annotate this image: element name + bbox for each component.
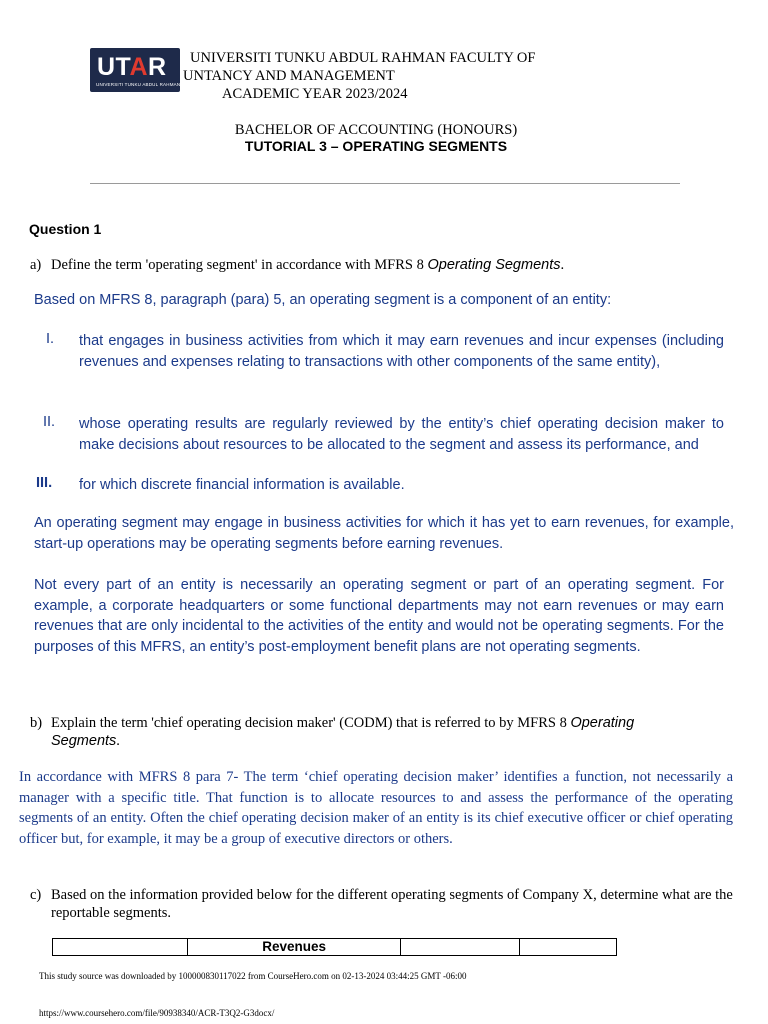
point-1-num: I. [46, 331, 55, 347]
table-cell [53, 939, 188, 956]
table-row [53, 939, 617, 956]
tutorial-title: TUTORIAL 3 – OPERATING SEGMENTS [244, 138, 508, 154]
segments-table [52, 938, 617, 956]
source-url-link[interactable]: https://www.coursehero.com/file/90938340/ACR-T3Q2-G3docx/ [39, 1008, 275, 1018]
table-cell [520, 939, 617, 956]
logo-subtext: UNIVERSITI TUNKU ABDUL RAHMAN [96, 82, 180, 87]
answer-a-intro: Based on MFRS 8, paragraph (para) 5, an operating segment is a component of an entity: [34, 292, 612, 308]
logo-mark: UTAR [97, 53, 167, 81]
question-a-italic: Operating Segments [427, 257, 561, 273]
question-1-title: Question 1 [29, 221, 102, 237]
answer-a-para-1: An operating segment may engage in business activities for which it has yet to earn revenues, for example, start-up operations may be operating segments before earning revenues. [34, 515, 734, 552]
header-line-2: UNTANCY AND MANAGEMENT [183, 68, 395, 84]
programme-title: BACHELOR OF ACCOUNTING (HONOURS) [234, 122, 518, 138]
university-logo [90, 48, 180, 92]
question-a-text: Define the term 'operating segment' in accordance with MFRS 8 [51, 257, 428, 273]
answer-a-para-2: Not every part of an entity is necessarily an operating segment or part of an operating segment. For example, a corporate headquarters or some functional departments may not earn revenues or may earn revenues that are only incidental to the activities of the entity and would not be operating segments. For the purposes of this MFRS, an entity’s post-employment benefit plans are not operating segments. [34, 577, 724, 655]
table-cell-revenues: Revenues [188, 939, 400, 956]
academic-year: ACADEMIC YEAR 2023/2024 [222, 86, 408, 102]
point-2-num: II. [43, 414, 56, 430]
question-b-text: Explain the term 'chief operating decision maker' (CODM) that is referred to by MFRS 8 [51, 715, 571, 731]
point-3-text: for which discrete financial information is available. [79, 477, 405, 493]
table-cell [400, 939, 520, 956]
point-1-text: that engages in business activities from which it may earn revenues and incur expenses (including revenues and expenses relating to transactions with other components of the same entity), [79, 333, 724, 370]
question-c-text: Based on the information provided below for the different operating segments of Company X, determine what are the reportable segments. [51, 887, 733, 921]
header-line-1: UNIVERSITI TUNKU ABDUL RAHMAN FACULTY OF [190, 50, 536, 66]
download-note: This study source was downloaded by 100000830117022 from CourseHero.com on 02-13-2024 03:44:25 GMT -06:00 [39, 971, 467, 981]
question-b-italic: Operating Segments [51, 715, 635, 749]
answer-b: In accordance with MFRS 8 para 7- The term ‘chief operating decision maker’ identifies a function, not necessarily a manager with a specific title. That function is to allocate resources to and assess the performance of the operating segments of an entity. Often the chief operating decision maker of an entity is its chief executive officer or chief operating officer but, for example, it may be a group of executive directors or others. [19, 769, 733, 847]
point-2-text: whose operating results are regularly reviewed by the entity’s chief operating decision maker to make decisions about resources to be allocated to the segment and assess its performance, and [79, 416, 724, 453]
question-a-label: a) [30, 257, 42, 273]
question-c-label: c) [30, 887, 42, 903]
header-divider [90, 183, 680, 184]
question-b-label: b) [30, 715, 43, 731]
point-3-num: III. [36, 475, 53, 491]
